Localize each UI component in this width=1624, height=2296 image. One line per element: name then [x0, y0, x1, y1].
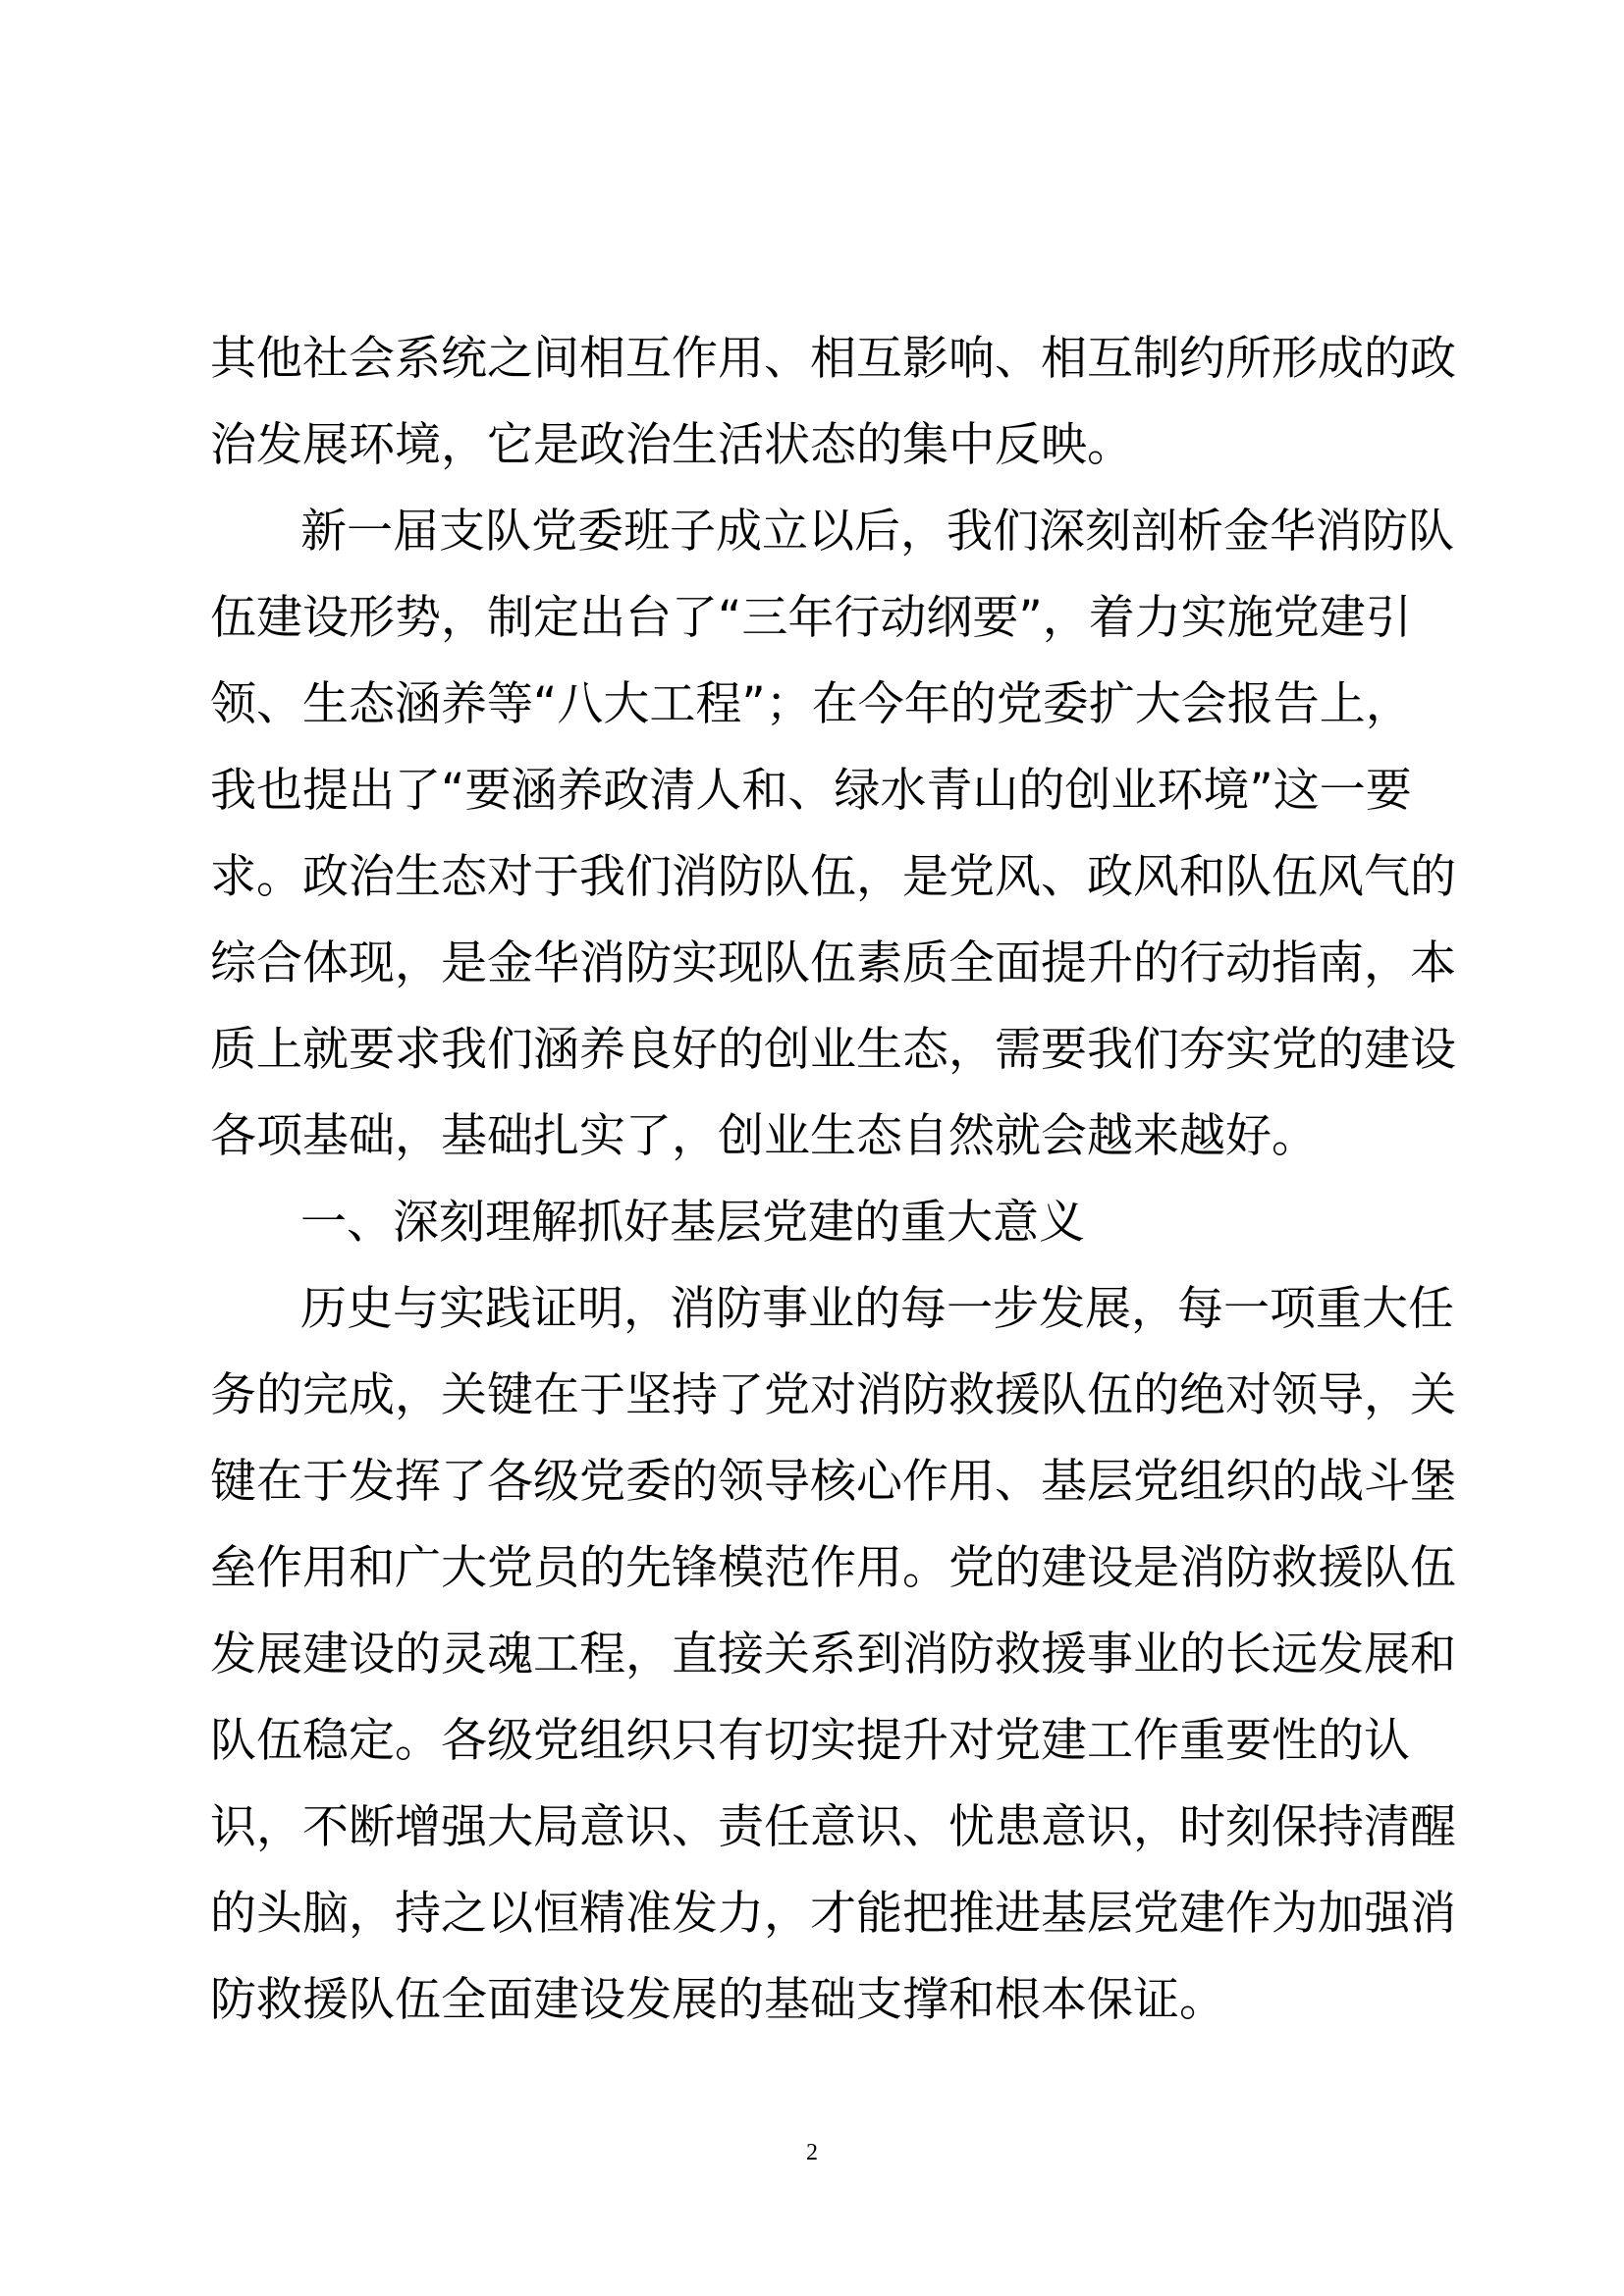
paragraph-line: 垒作用和广大党员的先锋模范作用。党的建设是消防救援队伍	[210, 1541, 1456, 1595]
paragraph-line: 务的完成，关键在于坚持了党对消防救援队伍的绝对领导，关	[210, 1368, 1456, 1422]
paragraph-line: 我也提出了“要涵养政清人和、绿水青山的创业环境”这一要	[210, 764, 1412, 818]
paragraph-line: 队伍稳定。各级党组织只有切实提升对党建工作重要性的认	[210, 1714, 1410, 1768]
paragraph-line: 求。政治生态对于我们消防队伍，是党风、政风和队伍风气的	[210, 850, 1456, 904]
paragraph-line: 的头脑，持之以恒精准发力，才能把推进基层党建作为加强消	[210, 1887, 1456, 1941]
paragraph-line: 键在于发挥了各级党委的领导核心作用、基层党组织的战斗堡	[210, 1455, 1456, 1509]
paragraph-line: 伍建设形势，制定出台了“三年行动纲要”，着力实施党建引	[210, 591, 1412, 645]
paragraph-line: 治发展环境，它是政治生活状态的集中反映。	[210, 418, 1133, 472]
paragraph-line: 新一届支队党委班子成立以后，我们深刻剖析金华消防队	[300, 505, 1454, 559]
paragraph-line: 其他社会系统之间相互作用、相互影响、相互制约所形成的政	[210, 332, 1456, 386]
page-number: 2	[806, 2140, 818, 2165]
paragraph-line: 发展建设的灵魂工程，直接关系到消防救援事业的长远发展和	[210, 1628, 1456, 1682]
paragraph-line: 各项基础，基础扎实了，创业生态自然就会越来越好。	[210, 1109, 1318, 1163]
paragraph-line: 领、生态涵养等“八大工程”；在今年的党委扩大会报告上，	[210, 677, 1412, 731]
paragraph-line: 综合体现，是金华消防实现队伍素质全面提升的行动指南，本	[210, 936, 1456, 990]
paragraph-line: 历史与实践证明，消防事业的每一步发展，每一项重大任	[300, 1282, 1454, 1336]
section-heading: 一、深刻理解抓好基层党建的重大意义	[300, 1196, 1085, 1250]
paragraph-line: 识，不断增强大局意识、责任意识、忧患意识，时刻保持清醒	[210, 1800, 1456, 1854]
paragraph-line: 防救援队伍全面建设发展的基础支撑和根本保证。	[210, 1973, 1225, 2027]
paragraph-line: 质上就要求我们涵养良好的创业生态，需要我们夯实党的建设	[210, 1023, 1456, 1077]
